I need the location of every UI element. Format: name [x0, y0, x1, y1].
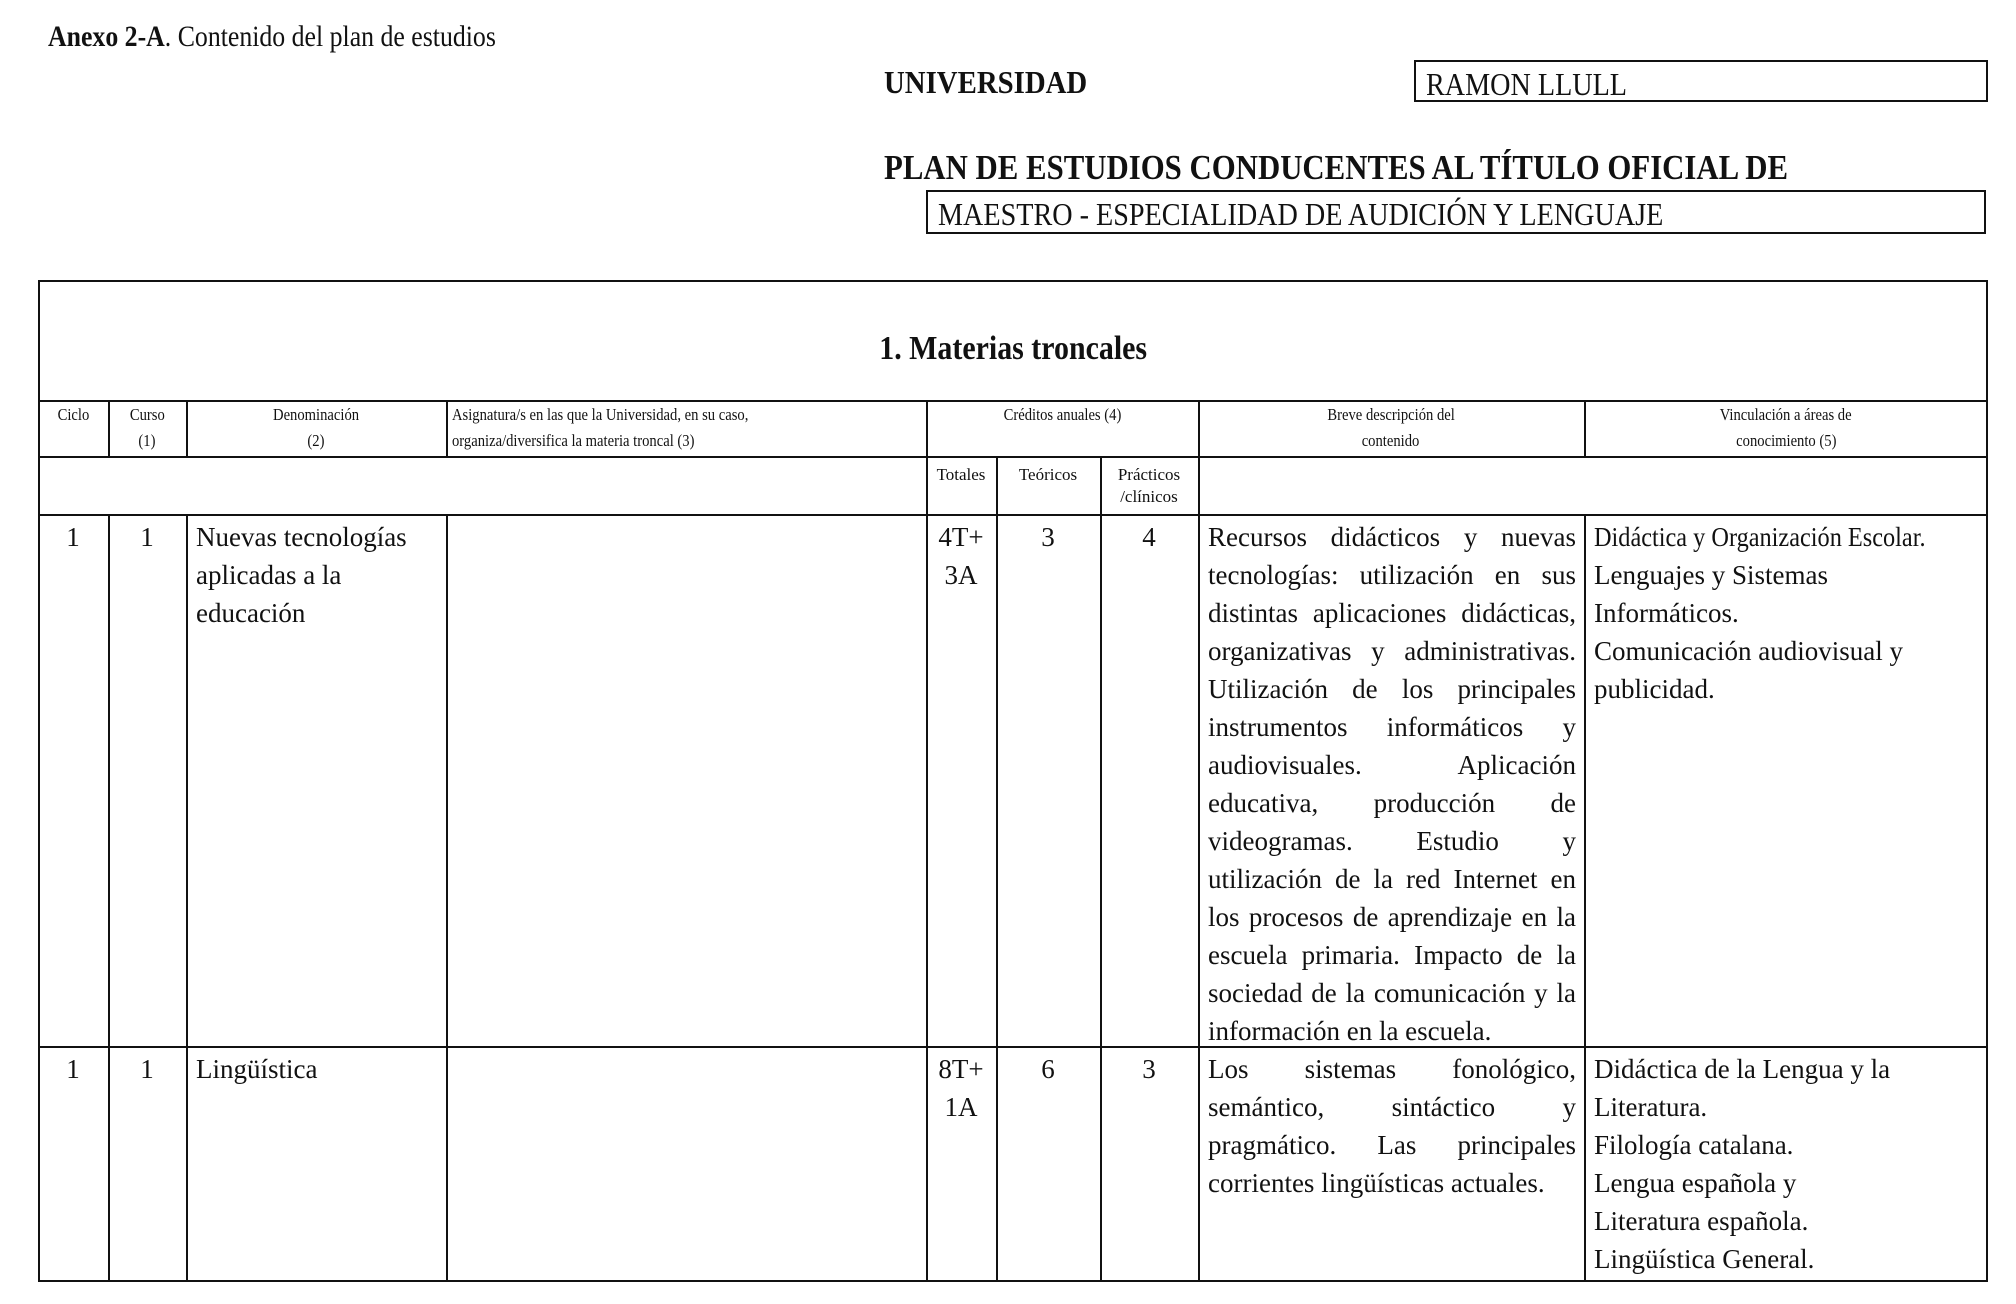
row2-descripcion: Los sistemas fonológico, semántico, sintáctico y pragmático. Las principales corrientes lingüísticas actuales. [1208, 1054, 1576, 1198]
col-rule-totales [996, 456, 998, 1282]
col-rule-ciclo [108, 514, 110, 1282]
header-denominacion: Denominación (2) [272, 405, 360, 450]
col-rule-denominacion-head [446, 400, 448, 456]
col-rule-denominacion [446, 514, 448, 1282]
annex-heading [48, 20, 496, 54]
row2-practicos: 3 [1142, 1054, 1156, 1084]
plan-title: PLAN DE ESTUDIOS CONDUCENTES AL TÍTULO OFICIAL DE [884, 148, 1788, 187]
row-separator [38, 1046, 1988, 1048]
annex-label: Anexo 2-A [48, 20, 165, 53]
col-rule-teoricos [1100, 456, 1102, 1282]
col-rule-curso [186, 514, 188, 1282]
row2-totales: 8T+ 1A [938, 1054, 984, 1122]
row1-ciclo: 1 [66, 522, 80, 552]
university-box [1414, 60, 1988, 102]
row1-practicos: 4 [1142, 522, 1156, 552]
header-creditos: Créditos anuales (4) [1003, 405, 1121, 424]
header-curso: Curso (1) [129, 405, 165, 450]
row2-teoricos: 6 [1041, 1054, 1055, 1084]
table-border-top [38, 280, 1988, 282]
row1-curso: 1 [140, 522, 154, 552]
credits-sub-rule [926, 456, 1196, 458]
row1-descripcion: Recursos didácticos y nuevas tecnologías: utilización en sus distintas aplicaciones didácticas, organizativas y administrativas. Utilización de los principales instrumentos informáticos y audiovisuales. Aplicación educativa, producción de videogramas. Estudio y utilización de la red Internet en los procesos de aprendizaje en la escuela primaria. Impacto de la sociedad de la comunicación y la información en la escuela. [1208, 522, 1576, 1046]
row1-totales: 4T+ 3A [938, 522, 984, 590]
header-totales: Totales [936, 465, 986, 484]
row1-denominacion: Nuevas tecnologías aplicadas a la educación [196, 522, 407, 628]
row1-vinculacion: Didáctica y Organización Escolar. Lenguajes y Sistemas Informáticos. Comunicación audiovisual y publicidad. [1594, 522, 1926, 704]
row2-vinculacion: Didáctica de la Lengua y la Literatura. Filología catalana. Lengua española y Literatura española. Lingüística General. [1594, 1054, 1891, 1274]
degree-box [926, 190, 1986, 234]
university-value: RAMON LLULL [1426, 66, 1628, 102]
header-vinculacion: Vinculación a áreas de conocimiento (5) [1720, 405, 1852, 450]
row2-ciclo: 1 [66, 1054, 80, 1084]
row1-teoricos: 3 [1041, 522, 1055, 552]
university-label: UNIVERSIDAD [884, 64, 1088, 100]
subjects-table [38, 280, 1988, 1282]
header-ciclo: Ciclo [57, 405, 89, 424]
section-title: 1. Materias troncales [879, 330, 1147, 367]
row2-curso: 1 [140, 1054, 154, 1084]
table-border-bottom [38, 1280, 1988, 1282]
row2-denominacion: Lingüística [196, 1054, 318, 1084]
header-practicos: Prácticos /clínicos [1117, 465, 1181, 506]
col-rule-practicos [1198, 400, 1200, 1282]
col-rule-descripcion [1584, 514, 1586, 1282]
header-teoricos: Teóricos [1018, 465, 1078, 484]
annex-text: . Contenido del plan de estudios [164, 20, 496, 53]
header-bottom-rule [38, 514, 1988, 516]
header-asignaturas: Asignatura/s en las que la Universidad, en su caso, organiza/diversifica la materia troncal (3) [452, 405, 749, 450]
header-descripcion: Breve descripción del contenido [1327, 405, 1455, 450]
degree-value: MAESTRO - ESPECIALIDAD DE AUDICIÓN Y LENGUAJE [938, 196, 1664, 232]
